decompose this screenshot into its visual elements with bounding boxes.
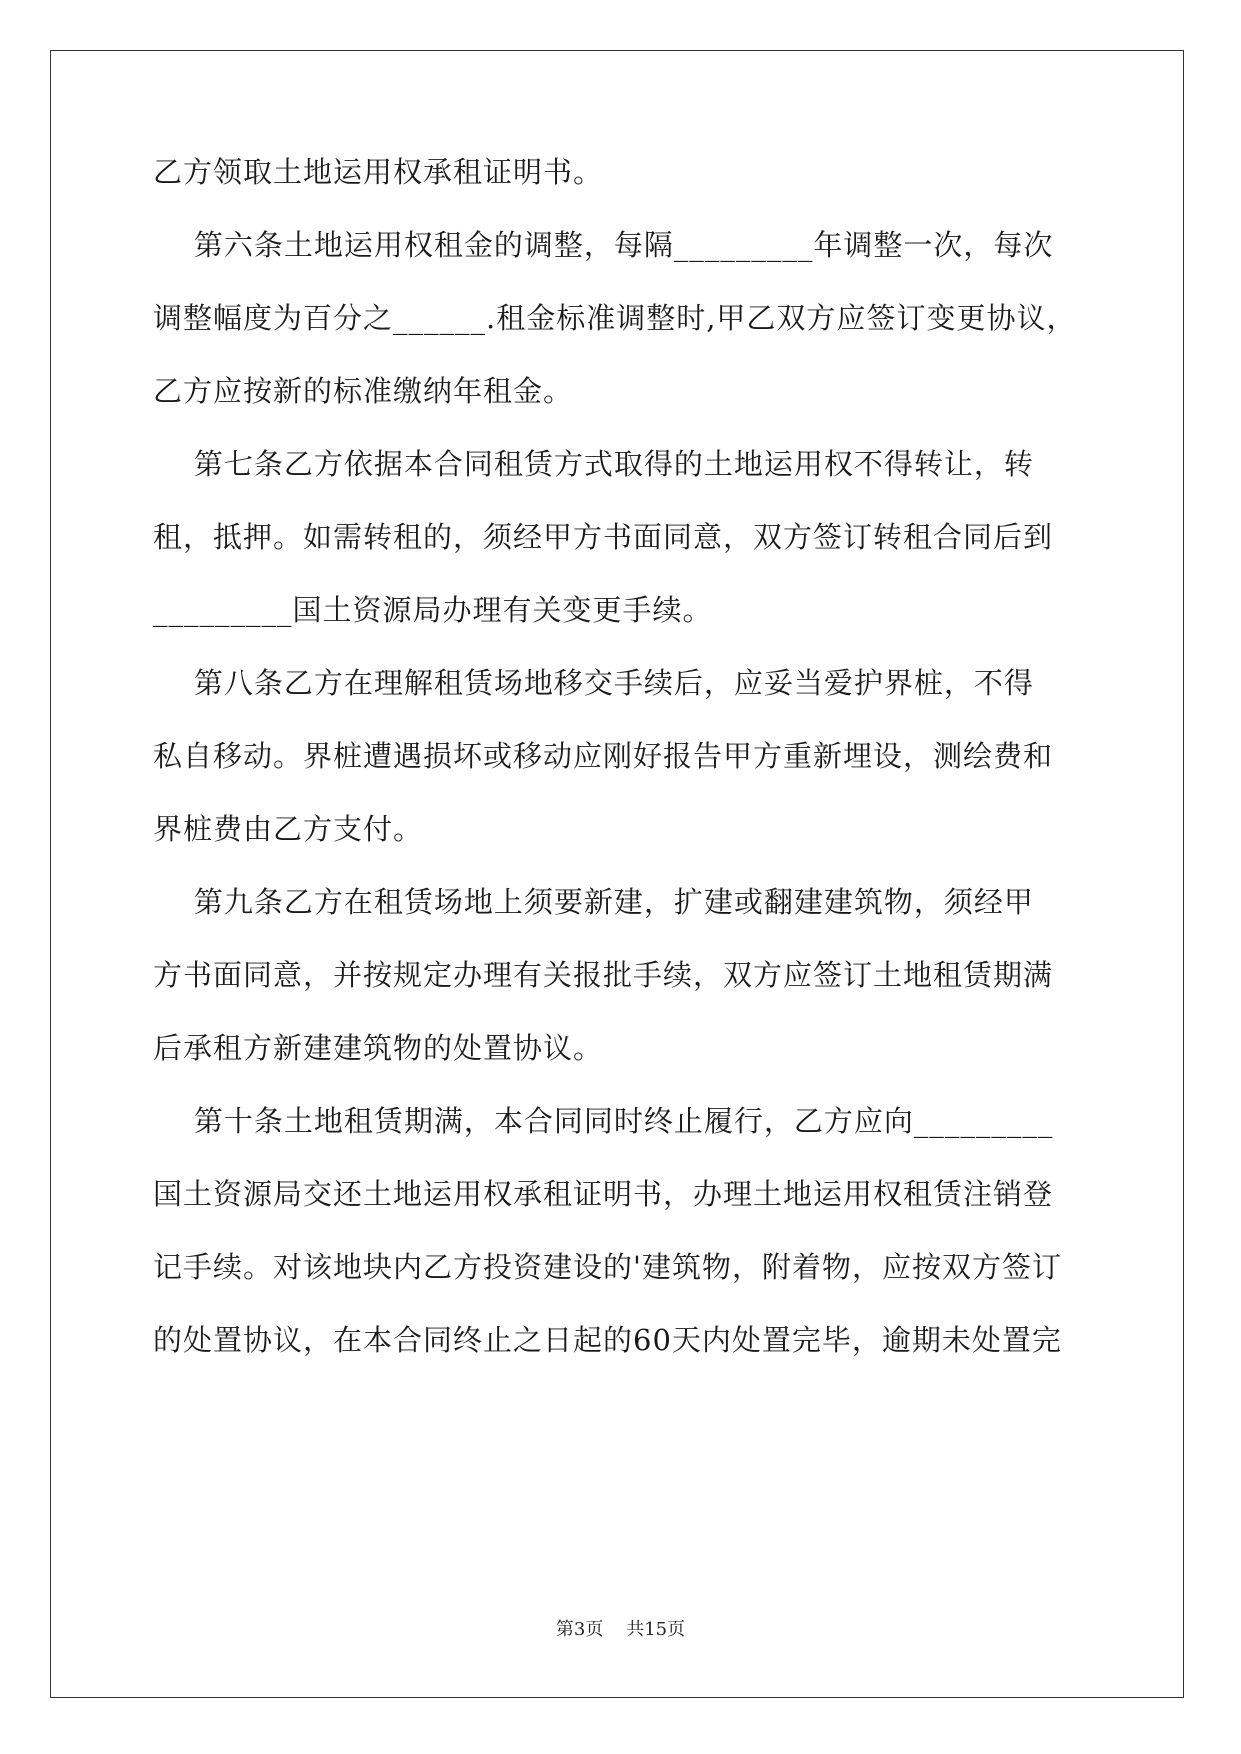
text-line: 乙方应按新的标准缴纳年租金。 xyxy=(153,374,574,408)
text-line: 租，抵押。如需转租的，须经甲方书面同意，双方签订转租合同后到 xyxy=(153,520,1054,554)
text-line: 国土资源局交还土地运用权承租证明书，办理土地运用权租赁注销登 xyxy=(153,1177,1054,1211)
page-total: 共15页 xyxy=(626,1619,686,1640)
text-line: 界桩费由乙方支付。 xyxy=(153,812,424,846)
page-footer xyxy=(0,1618,1241,1642)
text-line: _________国土资源局办理有关变更手续。 xyxy=(153,593,713,627)
footer-spacer xyxy=(603,1619,626,1640)
text-line: 方书面同意，并按规定办理有关报批手续，双方应签订土地租赁期满 xyxy=(153,958,1054,992)
text-line: 第六条土地运用权租金的调整，每隔_________年调整一次，每次 xyxy=(153,228,1054,262)
text-line: 后承租方新建建筑物的处置协议。 xyxy=(153,1031,604,1065)
text-line: 第七条乙方依据本合同租赁方式取得的土地运用权不得转让，转 xyxy=(153,447,1034,481)
text-line: 乙方领取土地运用权承租证明书。 xyxy=(153,155,604,189)
page-number: 第3页 xyxy=(555,1619,604,1640)
text-line: 调整幅度为百分之______.租金标准调整时,甲乙双方应签订变更协议， xyxy=(153,301,1077,335)
text-line: 第九条乙方在租赁场地上须要新建，扩建或翻建建筑物，须经甲 xyxy=(153,885,1034,919)
text-line: 私自移动。界桩遭遇损坏或移动应刚好报告甲方重新埋设，测绘费和 xyxy=(153,739,1054,773)
text-line: 记手续。对该地块内乙方投资建设的'建筑物，附着物，应按双方签订 xyxy=(153,1250,1062,1284)
text-line: 的处置协议，在本合同终止之日起的60天内处置完毕，逾期未处置完 xyxy=(153,1323,1062,1357)
text-line: 第八条乙方在理解租赁场地移交手续后，应妥当爱护界桩，不得 xyxy=(153,666,1034,700)
text-line: 第十条土地租赁期满，本合同同时终止履行，乙方应向_________ xyxy=(153,1104,1054,1138)
